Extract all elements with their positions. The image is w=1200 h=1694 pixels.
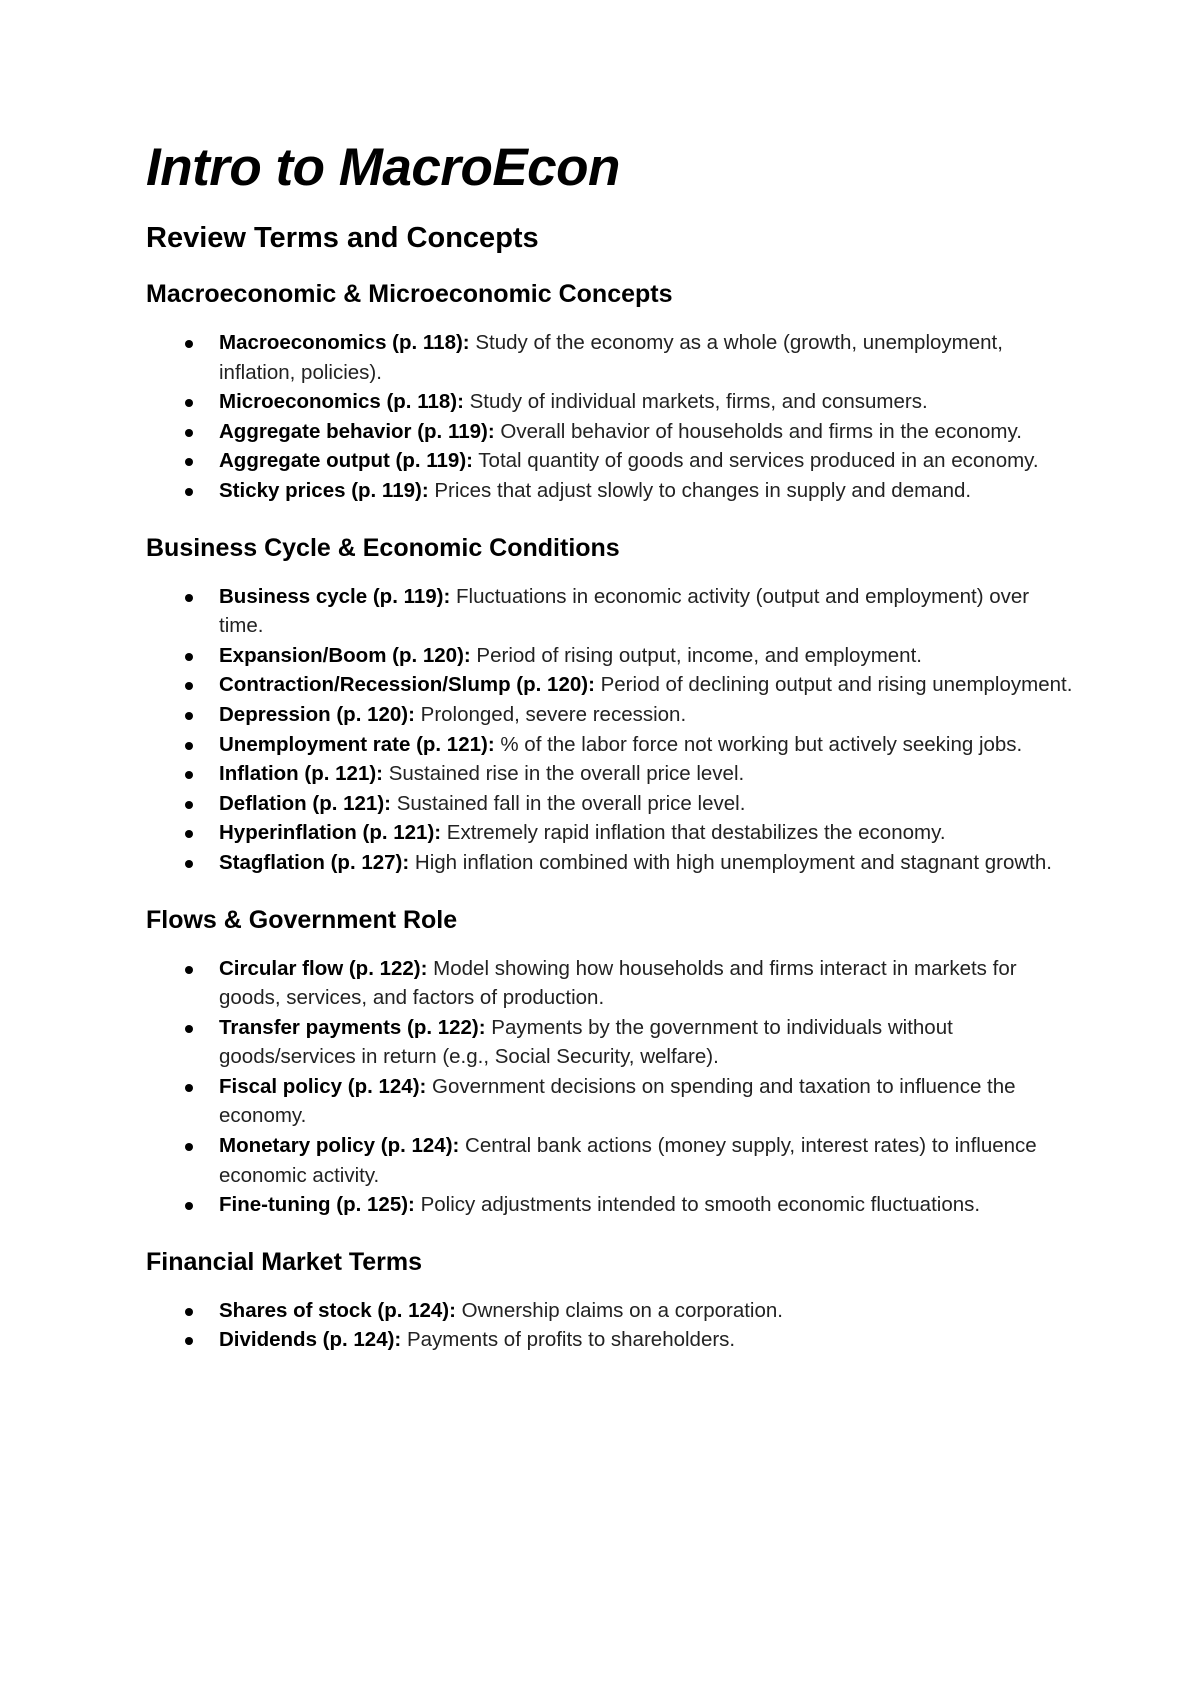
term-name: Expansion/Boom (p. 120):: [219, 643, 471, 667]
term-name: Microeconomics (p. 118):: [219, 390, 464, 414]
term-definition: High inflation combined with high unemployment and stagnant growth.: [409, 850, 1052, 874]
bullet-icon: [185, 1084, 193, 1092]
list-item: [146, 1013, 1076, 1072]
list-item: [146, 476, 1076, 506]
list-item: [146, 670, 1076, 700]
term-name: Shares of stock (p. 124):: [219, 1298, 456, 1322]
sections-container: [146, 278, 1076, 1355]
list-item: [146, 1325, 1076, 1355]
list-item: [146, 641, 1076, 671]
bullet-icon: [185, 801, 193, 809]
bullet-icon: [185, 488, 193, 496]
bullet-icon: [185, 1308, 193, 1316]
term-name: Dividends (p. 124):: [219, 1328, 402, 1352]
term-definition: Sustained fall in the overall price level.: [391, 791, 746, 815]
section-heading: Business Cycle & Economic Conditions: [146, 533, 620, 562]
list-item: [146, 328, 1076, 387]
bullet-icon: [185, 830, 193, 838]
term-definition: Policy adjustments intended to smooth economic fluctuations.: [414, 1193, 981, 1217]
term-definition: Total quantity of goods and services produced in an economy.: [472, 449, 1039, 473]
bullet-icon: [185, 429, 193, 437]
term-definition: Central bank actions (money supply, interest rates) to influence economic activity.: [219, 1134, 1037, 1187]
document-page: [146, 138, 1076, 1381]
term-definition: Period of declining output and rising unemployment.: [594, 673, 1073, 697]
section: [146, 904, 1076, 1220]
term-definition: Period of rising output, income, and employment.: [470, 643, 922, 667]
term-name: Contraction/Recession/Slump (p. 120):: [219, 673, 595, 697]
term-name: Depression (p. 120):: [219, 702, 415, 726]
bullet-icon: [185, 458, 193, 466]
term-definition: Prolonged, severe recession.: [414, 702, 687, 726]
list-item: [146, 818, 1076, 848]
term-name: Transfer payments (p. 122):: [219, 1015, 486, 1039]
list-item: [146, 1296, 1076, 1326]
term-list: [146, 1296, 1076, 1355]
term-definition: Payments by the government to individuals without goods/services in return (e.g., Social Security, welfare).: [219, 1015, 953, 1069]
term-name: Aggregate output (p. 119):: [219, 449, 473, 473]
term-name: Aggregate behavior (p. 119):: [219, 419, 495, 443]
term-name: Monetary policy (p. 124):: [219, 1134, 460, 1158]
bullet-icon: [185, 771, 193, 779]
document-subtitle: Review Terms and Concepts: [146, 222, 539, 254]
term-definition: Extremely rapid inflation that destabilizes the economy.: [441, 821, 946, 845]
term-list: [146, 328, 1076, 506]
term-definition: Study of the economy as a whole (growth, unemployment, inflation, policies).: [219, 331, 1003, 384]
document-title: Intro to MacroEcon: [146, 138, 620, 197]
term-definition: Ownership claims on a corporation.: [455, 1298, 783, 1322]
term-name: Circular flow (p. 122):: [219, 956, 428, 980]
section: [146, 278, 1076, 506]
term-definition: Government decisions on spending and taxation to influence the economy.: [219, 1074, 1016, 1128]
term-definition: Prices that adjust slowly to changes in supply and demand.: [428, 478, 972, 502]
bullet-icon: [185, 1143, 193, 1151]
list-item: [146, 417, 1076, 447]
bullet-icon: [185, 860, 193, 868]
term-list: [146, 954, 1076, 1220]
list-item: [146, 1131, 1076, 1190]
list-item: [146, 1190, 1076, 1220]
bullet-icon: [185, 594, 193, 602]
term-name: Deflation (p. 121):: [219, 791, 391, 815]
list-item: [146, 954, 1076, 1013]
bullet-icon: [185, 399, 193, 407]
bullet-icon: [185, 340, 193, 348]
list-item: [146, 446, 1076, 476]
section-heading: Macroeconomic & Microeconomic Concepts: [146, 280, 673, 308]
list-item: [146, 700, 1076, 730]
list-item: [146, 789, 1076, 819]
list-item: [146, 759, 1076, 789]
bullet-icon: [185, 653, 193, 661]
term-name: Business cycle (p. 119):: [219, 584, 451, 608]
term-definition: Payments of profits to shareholders.: [401, 1328, 736, 1352]
term-list: [146, 582, 1076, 878]
bullet-icon: [185, 1202, 193, 1210]
list-item: [146, 730, 1076, 760]
list-item: [146, 848, 1076, 878]
section: [146, 532, 1076, 878]
list-item: [146, 582, 1076, 641]
term-name: Stagflation (p. 127):: [219, 850, 410, 874]
bullet-icon: [185, 742, 193, 750]
term-definition: Fluctuations in economic activity (output and employment) over time.: [219, 584, 1030, 638]
section-heading: Financial Market Terms: [146, 1247, 423, 1276]
bullet-icon: [185, 1025, 193, 1033]
term-definition: Overall behavior of households and firms in the economy.: [494, 419, 1022, 443]
term-name: Unemployment rate (p. 121):: [219, 732, 495, 756]
term-name: Hyperinflation (p. 121):: [219, 821, 442, 845]
term-definition: Model showing how households and firms interact in markets for goods, services, and factors of production.: [219, 956, 1017, 1010]
term-name: Inflation (p. 121):: [219, 762, 383, 786]
bullet-icon: [185, 682, 193, 690]
bullet-icon: [185, 712, 193, 720]
term-name: Fine-tuning (p. 125):: [219, 1193, 415, 1217]
term-definition: % of the labor force not working but actively seeking jobs.: [494, 732, 1023, 756]
list-item: [146, 387, 1076, 417]
term-name: Macroeconomics (p. 118):: [219, 331, 470, 354]
section-heading: Flows & Government Role: [146, 905, 458, 934]
term-definition: Sustained rise in the overall price level.: [383, 762, 745, 786]
term-definition: Study of individual markets, firms, and consumers.: [463, 390, 928, 414]
term-name: Sticky prices (p. 119):: [219, 478, 429, 502]
term-name: Fiscal policy (p. 124):: [219, 1074, 427, 1098]
list-item: [146, 1072, 1076, 1131]
bullet-icon: [185, 966, 193, 974]
section: [146, 1246, 1076, 1355]
bullet-icon: [185, 1337, 193, 1345]
